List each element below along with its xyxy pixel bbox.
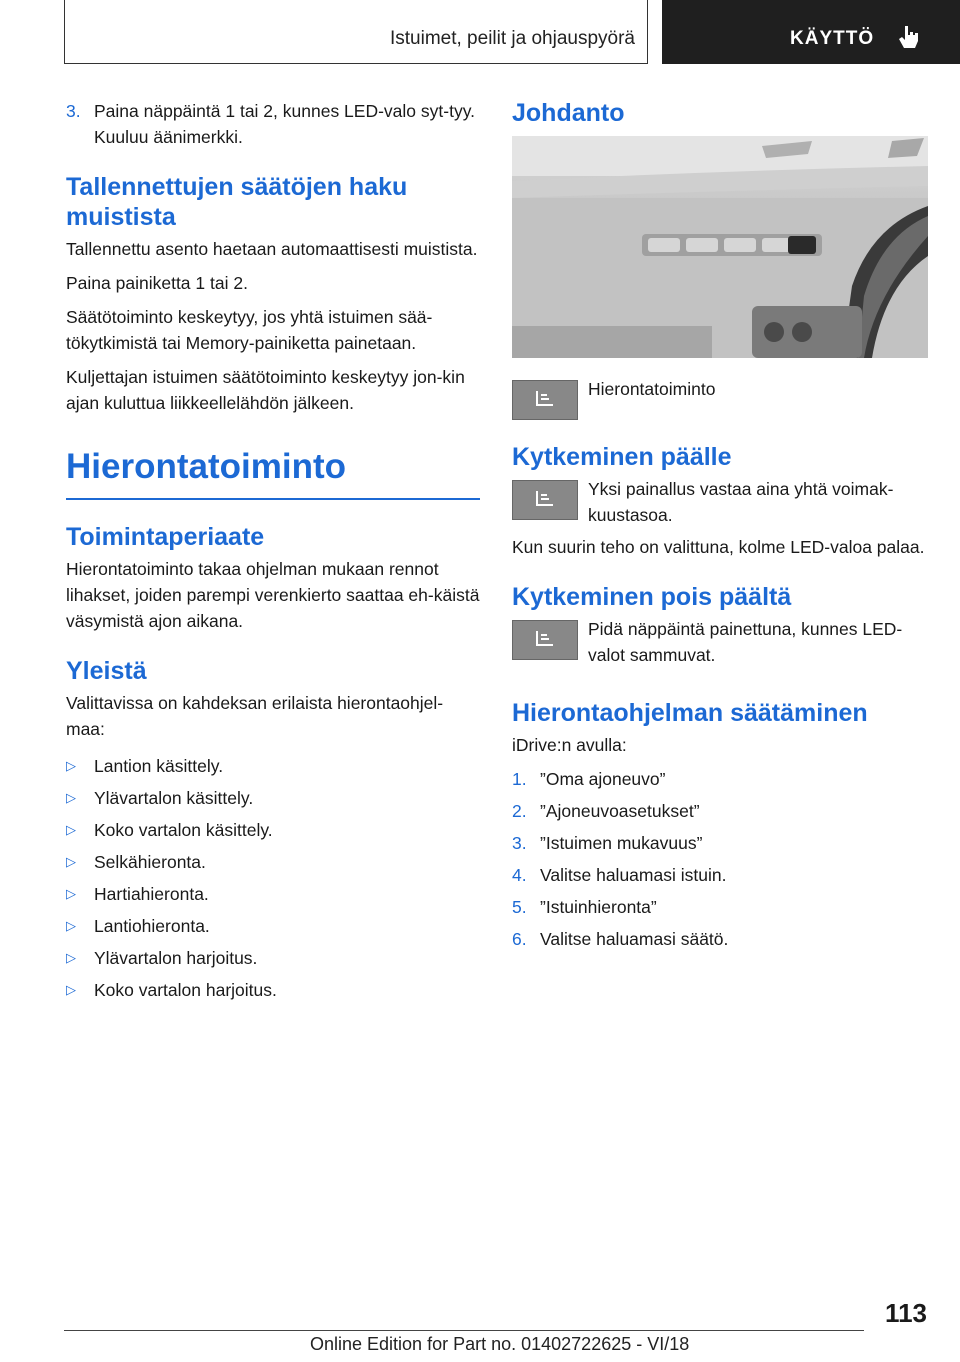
tab-label: KÄYTTÖ — [790, 28, 875, 49]
triangle-bullet-icon: ▷ — [66, 918, 76, 933]
triangle-bullet-icon: ▷ — [66, 758, 76, 773]
icon-caption-row — [512, 376, 928, 420]
icon-caption: Hierontatoiminto — [588, 379, 716, 399]
step-item — [512, 798, 928, 824]
paragraph: Hierontatoiminto takaa ohjelman mukaan rennot lihakset, joiden parempi verenkierto saattaa eh‐käistä väsymistä ajon aikana. — [66, 559, 480, 631]
left-column — [66, 98, 480, 1006]
step-number: 6. — [512, 929, 527, 949]
step-text: Paina näppäintä 1 tai 2, kunnes LED-valo syt‐tyy. Kuuluu äänimerkki. — [94, 101, 476, 147]
list-item-text: Hartiahieronta. — [94, 884, 209, 904]
list-item — [66, 846, 480, 878]
header-section-box — [64, 0, 648, 64]
list-item-text: Koko vartalon käsittely. — [94, 820, 273, 840]
massage-seat-icon — [512, 480, 578, 520]
step-number: 3. — [66, 101, 81, 121]
paragraph: Kun suurin teho on valittuna, kolme LED-valoa palaa. — [512, 537, 925, 557]
paragraph: Yksi painallus vastaa aina yhtä voimak‐kuustasoa. — [588, 479, 894, 525]
list-item — [66, 750, 480, 782]
door-panel-illustration — [512, 136, 928, 358]
heading-principle: Toimintaperiaate — [66, 523, 265, 551]
list-item — [66, 974, 480, 1006]
heading-off: Kytkeminen pois päältä — [512, 583, 792, 611]
door-panel-photo — [512, 136, 928, 358]
list-item-text: Ylävartalon käsittely. — [94, 788, 254, 808]
heading-on: Kytkeminen päälle — [512, 443, 732, 471]
footer-edition: Online Edition for Part no. 01402722625 - VI/18 — [310, 1334, 690, 1354]
list-item — [66, 814, 480, 846]
list-item-text: Koko vartalon harjoitus. — [94, 980, 277, 1000]
step-text: Valitse haluamasi säätö. — [540, 929, 729, 949]
step-text: ”Istuinhieronta” — [540, 897, 657, 917]
icon-text-row — [512, 476, 928, 528]
heading-adjust: Hierontaohjelman säätäminen — [512, 699, 868, 727]
page-number: 113 — [885, 1298, 927, 1328]
step-number: 3. — [512, 833, 527, 853]
section-title: Istuimet, peilit ja ohjauspyörä — [389, 28, 635, 49]
step-item — [512, 926, 928, 952]
step-number: 5. — [512, 897, 527, 917]
step-text: ”Ajoneuvoasetukset” — [540, 801, 700, 821]
hand-pointer-icon — [896, 24, 922, 50]
step-item — [512, 862, 928, 888]
step-item — [512, 894, 928, 920]
massage-seat-icon — [512, 620, 578, 660]
triangle-bullet-icon: ▷ — [66, 982, 76, 997]
paragraph: Paina painiketta 1 tai 2. — [66, 273, 248, 293]
list-item — [66, 910, 480, 942]
step-3 — [66, 98, 480, 150]
list-item-text: Selkähieronta. — [94, 852, 206, 872]
right-column — [512, 98, 928, 958]
list-item-text: Lantion käsittely. — [94, 756, 224, 776]
heading-general: Yleistä — [66, 657, 147, 685]
step-number: 2. — [512, 801, 527, 821]
icon-text-row — [512, 616, 928, 668]
triangle-bullet-icon: ▷ — [66, 822, 76, 837]
paragraph: Säätötoiminto keskeytyy, jos yhtä istuimen sää‐tökytkimistä tai Memory-painiketta painetaan. — [66, 307, 433, 353]
header-tab — [662, 0, 960, 64]
triangle-bullet-icon: ▷ — [66, 790, 76, 805]
step-number: 4. — [512, 865, 527, 885]
step-text: Valitse haluamasi istuin. — [540, 865, 727, 885]
heading-intro: Johdanto — [512, 99, 625, 127]
program-list — [66, 750, 480, 1006]
list-item-text: Lantiohieronta. — [94, 916, 210, 936]
list-item — [66, 878, 480, 910]
list-item — [66, 782, 480, 814]
step-item — [512, 766, 928, 792]
paragraph: Kuljettajan istuimen säätötoiminto keskeytyy jon‐kin ajan kuluttua liikkeellelähdön jälkeen. — [66, 367, 465, 413]
paragraph: iDrive:n avulla: — [512, 735, 627, 755]
list-item — [66, 942, 480, 974]
triangle-bullet-icon: ▷ — [66, 886, 76, 901]
step-item — [512, 830, 928, 856]
paragraph: Valittavissa on kahdeksan erilaista hierontaohjel‐maa: — [66, 693, 444, 739]
step-text: ”Oma ajoneuvo” — [540, 769, 666, 789]
step-text: ”Istuimen mukavuus” — [540, 833, 703, 853]
step-number: 1. — [512, 769, 527, 789]
massage-seat-icon — [512, 380, 578, 420]
heading-main: Hierontatoiminto — [66, 446, 480, 500]
triangle-bullet-icon: ▷ — [66, 854, 76, 869]
list-item-text: Ylävartalon harjoitus. — [94, 948, 258, 968]
paragraph: Pidä näppäintä painettuna, kunnes LED-valot sammuvat. — [588, 619, 903, 665]
triangle-bullet-icon: ▷ — [66, 950, 76, 965]
footer-divider — [64, 1330, 864, 1331]
paragraph: Tallennettu asento haetaan automaattisesti muistista. — [66, 239, 478, 259]
heading-recall: Tallennettujen säätöjen haku muistista — [66, 173, 408, 231]
